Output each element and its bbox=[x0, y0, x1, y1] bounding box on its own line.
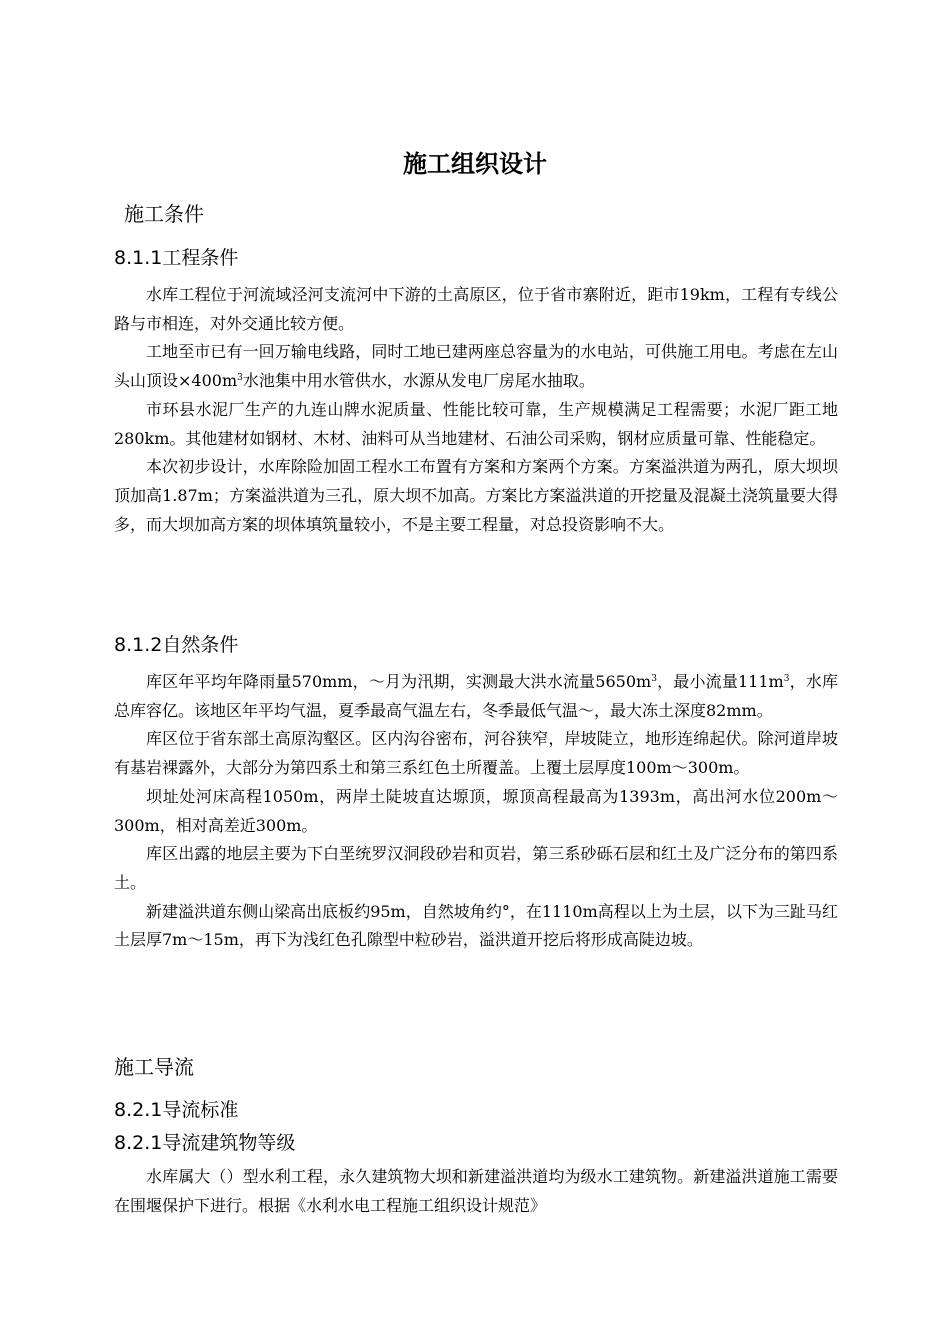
document-title: 施工组织设计 bbox=[403, 150, 547, 178]
paragraph-spillway-slope: 新建溢洪道东侧山梁高出底板约95m，自然坡角约°，在1110m高程以上为土层，以下为三趾马红土层厚7m～15m，再下为浅红色孔隙型中粒砂岩，溢洪道开挖后将形成高陡边坡。 bbox=[114, 901, 838, 950]
paragraph-terrain: 库区位于省东部土高原沟壑区。区内沟谷密布，河谷狭窄，岸坡陡立，地形连绵起伏。除河道岸坡有基岩裸露外，大部分为第四系土和第三系红色土所覆盖。上覆土层厚度100m～300m。 bbox=[114, 729, 838, 778]
paragraph-reservoir-grade: 水库属大（）型水利工程，永久建筑物大坝和新建溢洪道均为级水工建筑物。新建溢洪道施工需要在围堰保护下进行。根据《水利水电工程施工组织设计规范》 bbox=[114, 1167, 838, 1215]
subsection-heading-8-2-1-standard: 8.2.1导流标准 bbox=[114, 1099, 239, 1121]
paragraph-power-water-part2: 水池集中用水管供水，水源从发电厂房尾水抽取。 bbox=[242, 371, 595, 391]
paragraph-climate-part1: 库区年平均年降雨量570mm，～月为汛期，实测最大洪水流量5650m bbox=[146, 672, 652, 691]
superscript-cubic-2: 3 bbox=[783, 674, 790, 684]
paragraph-riverbed: 坝址处河床高程1050m，两岸土陡坡直达塬顶，塬顶高程最高为1393m，高出河水位200m～300m，相对高差近300m。 bbox=[114, 786, 838, 835]
paragraph-design-scheme: 本次初步设计，水库除险加固工程水工布置有方案和方案两个方案。方案溢洪道为两孔，原大坝坝顶加高1.87m；方案溢洪道为三孔，原大坝不加高。方案比方案溢洪道的开挖量及混凝土浇筑量要大得多，而大坝加高方案的坝体填筑量较小，不是主要工程量，对总投资影响不大。 bbox=[114, 457, 838, 534]
paragraph-cement: 市环县水泥厂生产的九连山牌水泥质量、性能比较可靠，生产规模满足工程需要；水泥厂距工地280km。其他建材如钢材、木材、油料可从当地建材、石油公司采购，钢材应质量可靠、性能稳定。 bbox=[114, 399, 838, 448]
paragraph-climate-part2: ，最小流量111m bbox=[656, 672, 784, 691]
subsection-heading-8-1-2: 8.1.2自然条件 bbox=[114, 634, 239, 656]
paragraph-climate bbox=[114, 668, 838, 725]
subsection-heading-8-1-1: 8.1.1工程条件 bbox=[114, 247, 239, 269]
section-heading-construction-conditions: 施工条件 bbox=[124, 202, 204, 226]
subsection-body-8-2-1 bbox=[114, 1163, 838, 1220]
subsection-heading-8-2-1-grade: 8.2.1导流建筑物等级 bbox=[114, 1132, 296, 1154]
superscript-cubic: 3 bbox=[237, 373, 243, 384]
paragraph-power-water-part1: 工地至市已有一回万输电线路，同时工地已建两座总容量为的水电站，可供施工用电。考虑在左山头山顶设×400m bbox=[114, 342, 838, 391]
subsection-body-8-1-2 bbox=[114, 668, 838, 955]
paragraph-climate-part3: ，水库总库容亿。该地区年平均气温，夏季最高气温左右，冬季最低气温～，最大冻土深度82mm。 bbox=[114, 672, 838, 720]
section-heading-diversion: 施工导流 bbox=[114, 1055, 194, 1079]
subsection-body-8-1-1 bbox=[114, 281, 838, 539]
paragraph-power-water bbox=[114, 338, 838, 395]
paragraph-strata: 库区出露的地层主要为下白垩统罗汉洞段砂岩和页岩，第三系砂砾石层和红土及广泛分布的第四系土。 bbox=[114, 844, 838, 892]
paragraph-transport: 水库工程位于河流域泾河支流河中下游的土高原区，位于省市寨附近，距市19km，工程有专线公路与市相连，对外交通比较方便。 bbox=[114, 285, 838, 333]
superscript-cubic-1: 3 bbox=[651, 674, 657, 684]
